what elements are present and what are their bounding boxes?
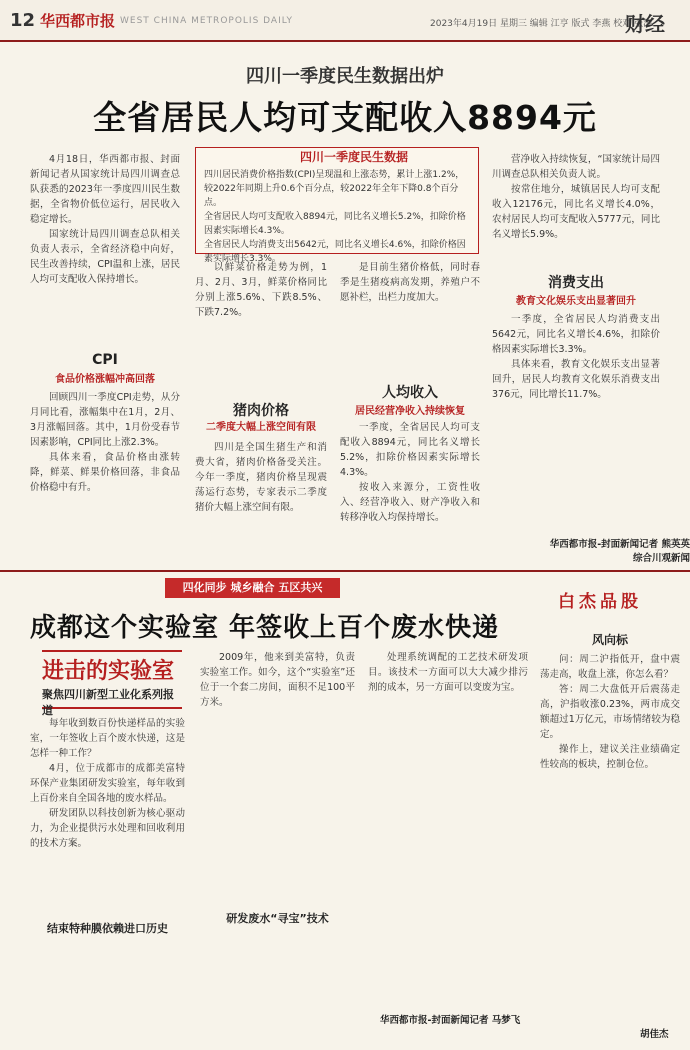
article2-text: 每年收到数百份快递样品的实验室，一年签收上百个废水快递，这是怎样一种工作？ 4月，位于成都市的成都美富特环保产业集团研发实验室，每年收到上百份来自全国各地的废水样品。 研发团队以科技创新为核心驱动力，为企业提供污水处理和回收利用的技术方案。 [30, 718, 185, 849]
consumption-text: 一季度，全省居民人均消费支出5642元，同比名义增长4.6%，扣除价格因素实际增长3.3%。 具体来看，教育文化娱乐支出显著回升，居民人均教育文化娱乐消费支出376元，同比增长11.7%。 [492, 314, 660, 400]
column-logo: 白杰品股 [558, 592, 642, 612]
intro-text: 4月18日，华西都市报、封面新闻记者从国家统计局四川调查总队获悉的2023年一季度四川民生数据，全省物价低位运行，居民收入稳定增长。 国家统计局四川调查总队相关负责人表示，全省经济稳中向好，民生改善持续，CPI温和上涨，居民人均可支配收入保持增长。 [30, 154, 180, 285]
article2-subhead: 结束特种膜依赖进口历史 [47, 922, 168, 935]
headline: 全省居民人均可支配收入8894元 [93, 98, 597, 137]
newspaper-logo: 华西都市报 [40, 12, 116, 30]
column-text: 以鲜菜价格走势为例，1月、2月、3月，鲜菜价格同比分别上涨5.6%、下跌8.5%、下跌7.2%。 [195, 262, 327, 318]
summary-item: 四川居民消费价格指数(CPI)呈现温和上涨态势，累计上涨1.2%，较2022年同期上升0.6个百分点，较2022年全年下降0.8个百分点。 [204, 170, 465, 208]
byline: 华西都市报-封面新闻记者 熊英英 综合川观新闻 [549, 539, 690, 564]
series-subtitle: 聚焦四川新型工业化系列报道 [42, 688, 174, 717]
article2-byline: 华西都市报-封面新闻记者 马梦飞 [380, 1015, 521, 1026]
column-text: 2009年，他来到美富特，负责实验室工作。如今，这个“实验室”还位于一个套二房间，面积不足100平方米。 [200, 652, 355, 708]
consumption-subtitle: 教育文化娱乐支出显著回升 [516, 296, 636, 307]
income-subtitle: 居民经营净收入持续恢复 [355, 406, 465, 417]
column-subtitle: 风向标 [591, 633, 628, 647]
series-title: 进击的实验室 [42, 659, 175, 684]
summary-item: 全省居民人均消费支出5642元，同比名义增长4.6%，扣除价格因素实际增长3.3%。 [204, 240, 466, 264]
article2-subhead: 研发废水“寻宝”技术 [226, 912, 329, 925]
pork-text: 四川是全国生猪生产和消费大省，猪肉价格备受关注。今年一季度，猪肉价格呈现震荡运行态势，专家表示二季度猪价大幅上涨空间有限。 [195, 442, 327, 513]
pork-subtitle: 二季度大幅上涨空间有限 [206, 422, 316, 433]
divider [0, 570, 690, 572]
column-text: 是目前生猪价格低，同时春季是生猪疫病高发期，养殖户不愿补栏，出栏力度加大。 [340, 262, 480, 303]
column-text: 营净收入持续恢复，“国家统计局四川调查总队相关负责人说。 按常住地分，城镇居民人均可支配收入12176元，同比名义增长4.0%，农村居民人均可支配收入5777元，同比名义增长5.9%。 [492, 154, 660, 240]
summary-box [195, 147, 479, 264]
column-text: 处理系统调配的工艺技术研发项目。该技术一方面可以大大减少排污剂的成本，另一方面可以变废为宝。 [368, 652, 528, 693]
cpi-subtitle: 食品价格涨幅冲高回落 [55, 374, 155, 385]
summary-item: 全省居民人均可支配收入8894元，同比名义增长5.2%，扣除价格因素实际增长4.3%。 [204, 212, 466, 236]
consumption-title: 消费支出 [548, 275, 604, 291]
kicker: 四川一季度民生数据出炉 [246, 66, 444, 87]
column-byline: 胡佳杰 [640, 1029, 669, 1040]
summary-title: 四川一季度民生数据 [294, 148, 414, 165]
column-text: 问：周二沪指低开，盘中震荡走高，收盘上涨，你怎么看？ 答：周二大盘低开后震荡走高，沪指收涨0.23%，两市成交额超过1万亿元，市场情绪较为稳定。 操作上，建议关注业绩确定性较高的板块，控制仓位。 [540, 654, 680, 770]
newspaper-logo-en: WEST CHINA METROPOLIS DAILY [120, 16, 294, 26]
issue-info: 2023年4月19日 星期三 编辑 江亨 版式 李燕 校对 张涛 [430, 19, 653, 29]
page-number: 12 [10, 10, 36, 31]
section-label: 财经 [625, 12, 665, 36]
series-logo [42, 650, 182, 717]
article2-headline: 成都这个实验室 年签收上百个废水快递 [30, 613, 500, 643]
pork-title: 猪肉价格 [233, 403, 289, 419]
income-title: 人均收入 [382, 385, 438, 401]
topic-banner: 四化同步 城乡融合 五区共兴 [165, 578, 340, 598]
page-header [0, 0, 690, 42]
income-text: 一季度，全省居民人均可支配收入8894元，同比名义增长5.2%，扣除价格因素实际增长4.3%。 按收入来源分，工资性收入、经营净收入、财产净收入和转移净收入均保持增长。 [340, 422, 480, 523]
cpi-text: 回顾四川一季度CPI走势，从分月同比看，涨幅集中在1月，2月、3月涨幅回落。其中，1月份受春节因素影响，CPI同比上涨2.3%。 具体来看，食品价格由涨转降，鲜菜、鲜果价格回落，非食品价格稳中有升。 [30, 392, 180, 493]
cpi-title: CPI [92, 352, 118, 368]
